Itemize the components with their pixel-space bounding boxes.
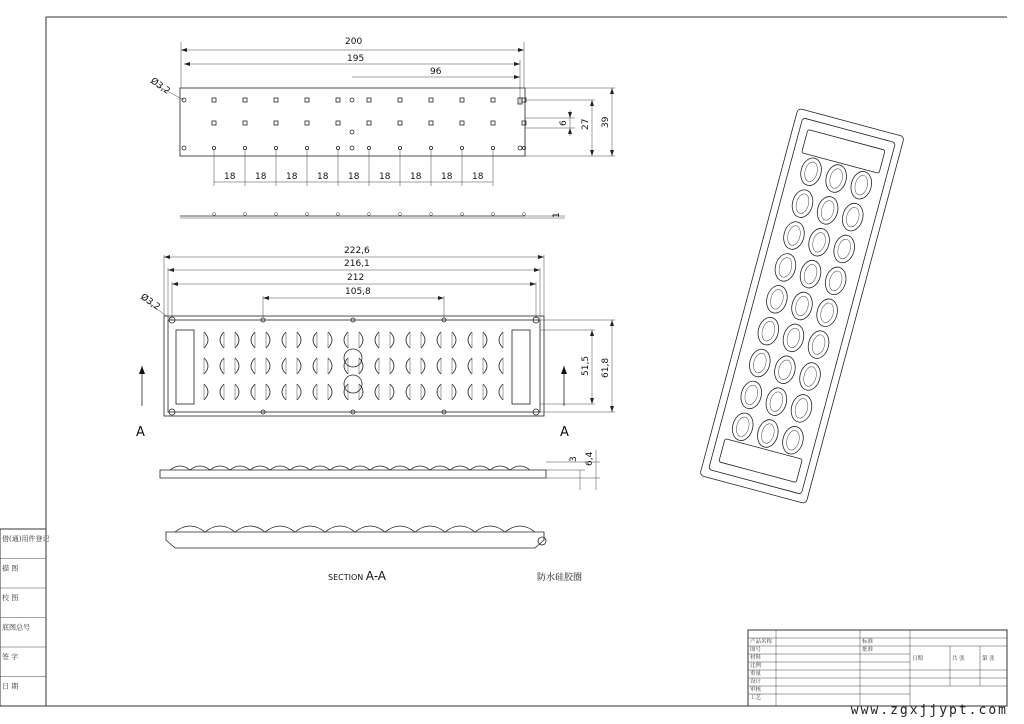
lens-arc — [204, 384, 208, 400]
dim-51-5: 51,5 — [581, 355, 591, 376]
title-block-cell: 工艺 — [750, 695, 762, 701]
square-hole — [429, 98, 433, 102]
iso-lens — [797, 360, 824, 392]
lens-arc — [390, 332, 394, 348]
square-hole — [522, 121, 526, 125]
dim-39: 39 — [601, 116, 611, 128]
title-block-cell: 批准 — [862, 647, 874, 653]
dim-200: 200 — [345, 37, 363, 47]
round-hole — [212, 146, 215, 149]
lens-arc — [235, 358, 239, 374]
iso-lens — [839, 201, 866, 233]
gasket-label: 防水硅胶圈 — [537, 573, 583, 583]
round-hole — [367, 146, 370, 149]
pitch-dimensions — [214, 150, 493, 186]
dim-105-8: 105,8 — [345, 287, 371, 297]
lens-arc — [220, 358, 224, 374]
square-hole — [336, 98, 340, 102]
lens-arc — [328, 332, 332, 348]
square-hole — [336, 121, 340, 125]
iso-lens — [788, 392, 815, 424]
dim-96: 96 — [430, 67, 442, 77]
iso-lens — [848, 169, 875, 201]
lens-arc — [483, 384, 487, 400]
dim-6: 6 — [559, 120, 569, 126]
lens-arc — [452, 384, 456, 400]
title-block-cell: 共 张 — [952, 656, 965, 662]
square-hole — [305, 121, 309, 125]
iso-lens — [755, 315, 782, 347]
title-block-cell: 审核 — [750, 687, 762, 693]
square-hole — [212, 98, 216, 102]
round-hole — [398, 146, 401, 149]
iso-lens — [814, 297, 841, 329]
left-table-cell: 日 期 — [2, 682, 19, 691]
lens-arc — [483, 358, 487, 374]
lens-arc — [266, 332, 270, 348]
section-label: SECTION A-A — [328, 569, 387, 583]
round-hole — [336, 146, 339, 149]
square-hole — [243, 121, 247, 125]
lens-arc — [266, 358, 270, 374]
section-view — [166, 526, 582, 583]
lens-arc — [313, 358, 317, 374]
lens-arc — [499, 332, 503, 348]
square-hole — [367, 121, 371, 125]
lens-arc — [328, 358, 332, 374]
dim-6-4: 6,4 — [585, 451, 595, 466]
lens-arc — [282, 332, 286, 348]
iso-lens — [729, 411, 756, 443]
lens-arc — [390, 384, 394, 400]
iso-lens — [831, 233, 858, 265]
dim-pitch: 18 — [472, 172, 484, 182]
section-mark-left: A — [136, 425, 145, 440]
lens-arc — [328, 384, 332, 400]
lens-arc — [390, 358, 394, 374]
lens-arc — [437, 358, 441, 374]
title-block — [748, 630, 1007, 706]
left-table — [0, 529, 49, 706]
round-hole — [274, 146, 277, 149]
lens-arc — [235, 332, 239, 348]
square-holes — [212, 98, 526, 150]
lens-arc — [452, 332, 456, 348]
iso-lens — [780, 322, 807, 354]
lens-arc — [282, 358, 286, 374]
dim-hole-dia-top: Ø3,2 — [148, 76, 172, 97]
square-hole — [460, 98, 464, 102]
dim-195: 195 — [347, 54, 365, 64]
square-hole — [367, 98, 371, 102]
iso-lens — [789, 188, 816, 220]
iso-lens — [789, 290, 816, 322]
iso-lens — [805, 328, 832, 360]
lens-arc — [468, 358, 472, 374]
lens-arc — [421, 384, 425, 400]
title-block-cell: 比例 — [750, 663, 762, 669]
dim-222-6: 222,6 — [344, 246, 370, 256]
iso-lens — [780, 424, 807, 456]
watermark: www.zgxjjypt.com — [850, 703, 1008, 718]
iso-lens — [755, 417, 782, 449]
left-table-cell: 底图总号 — [2, 623, 30, 632]
lens-arc — [297, 358, 301, 374]
iso-lens — [747, 347, 774, 379]
lens-arc — [421, 332, 425, 348]
thickness-view — [180, 212, 565, 218]
lens-arc — [297, 332, 301, 348]
lens-arc — [313, 332, 317, 348]
lens-arc — [468, 384, 472, 400]
lens-arc — [468, 332, 472, 348]
square-hole — [398, 98, 402, 102]
dim-hole-dia-front: Ø3,2 — [138, 292, 162, 313]
square-hole — [429, 121, 433, 125]
square-hole — [305, 98, 309, 102]
dim-pitch: 18 — [224, 172, 236, 182]
left-table-cell: 描 图 — [2, 564, 19, 573]
iso-lens — [814, 194, 841, 226]
round-hole — [305, 146, 308, 149]
dim-pitch: 18 — [441, 172, 453, 182]
dim-pitch: 18 — [410, 172, 422, 182]
round-hole — [243, 146, 246, 149]
front-view — [136, 246, 615, 440]
iso-lens — [797, 258, 824, 290]
lens-arc — [437, 384, 441, 400]
lens-arc — [344, 332, 348, 348]
lens-arc — [251, 384, 255, 400]
isometric-view — [700, 108, 905, 504]
square-hole — [491, 98, 495, 102]
section-mark-right: A — [560, 425, 569, 440]
title-block-cell: 重量 — [750, 671, 762, 677]
lens-arc — [483, 332, 487, 348]
lens-arc — [220, 384, 224, 400]
lens-arc — [359, 384, 363, 400]
title-block-cell: 材料 — [750, 655, 762, 661]
title-block-cell: 日期 — [912, 656, 924, 662]
iso-lens — [781, 219, 808, 251]
dim-thickness: 1 — [552, 212, 562, 218]
iso-lens — [798, 156, 825, 188]
round-hole — [491, 146, 494, 149]
isometric-lenses — [729, 156, 874, 457]
lens-arc — [282, 384, 286, 400]
lens-arc — [235, 384, 239, 400]
iso-lens — [764, 283, 791, 315]
dim-pitch: 18 — [348, 172, 360, 182]
top-view — [148, 37, 615, 186]
title-block-cell: 产品名称 — [750, 639, 773, 645]
left-table-cell: 签 字 — [2, 653, 19, 661]
square-hole — [460, 121, 464, 125]
lens-arc — [204, 358, 208, 374]
lens-arc — [452, 358, 456, 374]
lens-arc — [406, 332, 410, 348]
lens-arc — [437, 332, 441, 348]
lens-arc — [406, 358, 410, 374]
dim-61-8: 61,8 — [601, 357, 611, 378]
lens-arc — [421, 358, 425, 374]
dim-212: 212 — [347, 273, 365, 283]
round-hole — [429, 146, 432, 149]
lens-arc — [375, 358, 379, 374]
lens-arc — [375, 384, 379, 400]
lens-arc — [359, 358, 363, 374]
lens-arc — [204, 332, 208, 348]
lens-arc — [220, 332, 224, 348]
sheet-border — [46, 17, 1007, 706]
iso-lens — [772, 354, 799, 386]
dim-pitch: 18 — [286, 172, 298, 182]
iso-lens — [822, 265, 849, 297]
square-hole — [491, 121, 495, 125]
lens-arc — [313, 384, 317, 400]
dim-3: 3 — [569, 456, 579, 462]
lens-arc — [266, 384, 270, 400]
lens-arc — [499, 358, 503, 374]
iso-lens — [772, 251, 799, 283]
square-hole — [398, 121, 402, 125]
dim-27: 27 — [581, 118, 591, 130]
round-hole — [460, 146, 463, 149]
iso-lens — [738, 379, 765, 411]
dim-pitch: 18 — [317, 172, 329, 182]
square-hole — [243, 98, 247, 102]
lens-arc — [499, 384, 503, 400]
dim-pitch: 18 — [255, 172, 267, 182]
lens-arc — [359, 332, 363, 348]
lens-arc — [251, 358, 255, 374]
square-hole — [212, 121, 216, 125]
iso-lens — [763, 386, 790, 418]
lens-array — [204, 332, 503, 400]
iso-lens — [823, 162, 850, 194]
title-block-cell: 图号 — [750, 647, 762, 653]
iso-lens — [806, 226, 833, 258]
lens-arc — [375, 332, 379, 348]
lens-arc — [251, 332, 255, 348]
title-block-cell: 第 张 — [982, 656, 995, 662]
lens-arc — [406, 384, 410, 400]
title-block-cell: 设计 — [750, 679, 762, 685]
left-table-cell: 校 图 — [2, 594, 19, 602]
square-hole — [274, 98, 278, 102]
lens-arc — [297, 384, 301, 400]
dim-pitch: 18 — [379, 172, 391, 182]
square-hole — [274, 121, 278, 125]
title-block-cell: 标准 — [862, 639, 874, 645]
side-view — [160, 450, 600, 490]
left-table-cell: 借(通)用件登记 — [2, 535, 50, 543]
dim-216-1: 216,1 — [344, 259, 370, 269]
